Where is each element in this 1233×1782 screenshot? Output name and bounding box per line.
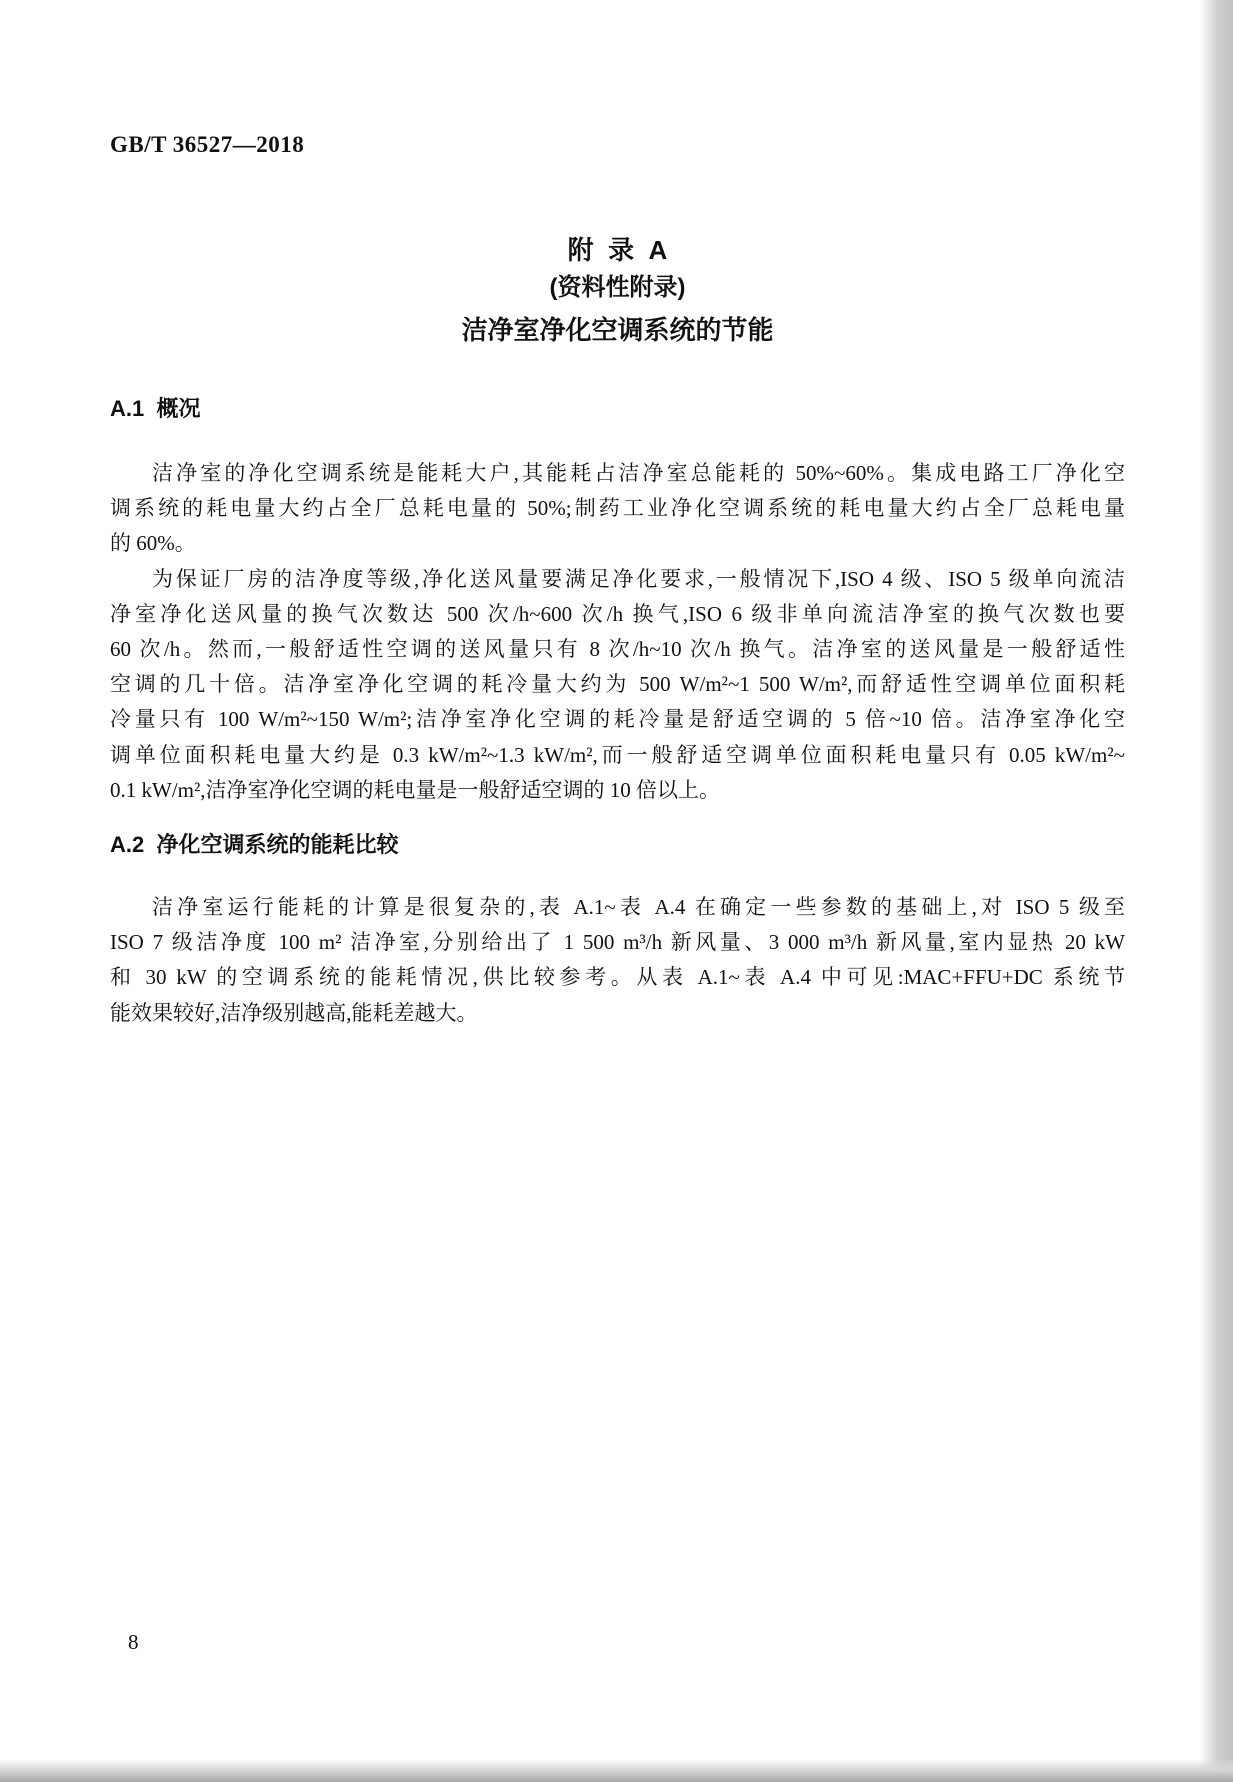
section-heading-a1: A.1 概况 [110,396,201,421]
section-a2-body [110,890,1125,1031]
text-line: ISO 7 级洁净度 100 m² 洁净室,分别给出了 1 500 m³/h 新风量、3 000 m³/h 新风量,室内显热 20 kW [110,930,1125,955]
page-number: 8 [128,1630,139,1654]
text-line: 0.1 kW/m²,洁净室净化空调的耗电量是一般舒适空调的 10 倍以上。 [110,777,721,802]
text-line: 洁净室的净化空调系统是能耗大户,其能耗占洁净室总能耗的 50%~60%。集成电路工厂净化空 [152,461,1125,485]
appendix-subject-title: 洁净室净化空调系统的节能 [461,315,774,345]
appendix-title: 附 录 A [567,235,668,265]
text-line: 净室净化送风量的换气次数达 500 次/h~600 次/h 换气,ISO 6 级非单向流洁净室的换气次数也要 [110,601,1125,626]
section-heading-a2: A.2 净化空调系统的能耗比较 [110,832,399,857]
appendix-type-label: (资料性附录) [549,274,686,301]
text-line: 空调的几十倍。洁净室净化空调的耗冷量大约为 500 W/m²~1 500 W/m²,而舒适性空调单位面积耗 [110,672,1125,697]
text-line: 调单位面积耗电量大约是 0.3 kW/m²~1.3 kW/m²,而一般舒适空调单位面积耗电量只有 0.05 kW/m²~ [110,742,1125,767]
text-line: 为保证厂房的洁净度等级,净化送风量要满足净化要求,一般情况下,ISO 4 级、ISO 5 级单向流洁 [152,566,1125,591]
text-line: 的 60%。 [110,531,196,556]
standard-number: GB/T 36527—2018 [110,132,305,157]
text-line: 调系统的耗电量大约占全厂总耗电量的 50%;制药工业净化空调系统的耗电量大约占全厂总耗电量 [110,496,1125,521]
text-line: 冷量只有 100 W/m²~150 W/m²;洁净室净化空调的耗冷量是舒适空调的 5 倍~10 倍。洁净室净化空 [110,707,1125,732]
text-line: 洁净室运行能耗的计算是很复杂的,表 A.1~表 A.4 在确定一些参数的基础上,对 ISO 5 级至 [152,895,1125,919]
section-a1-body [110,456,1125,808]
text-line: 能效果较好,洁净级别越高,能耗差越大。 [110,1000,478,1025]
scan-edge-bottom [0,1760,1233,1782]
text-line: 60 次/h。然而,一般舒适性空调的送风量只有 8 次/h~10 次/h 换气。洁净室的送风量是一般舒适性 [110,636,1125,661]
scan-edge-right [1199,0,1233,1782]
text-line: 和 30 kW 的空调系统的能耗情况,供比较参考。从表 A.1~表 A.4 中可见:MAC+FFU+DC 系统节 [110,965,1125,990]
